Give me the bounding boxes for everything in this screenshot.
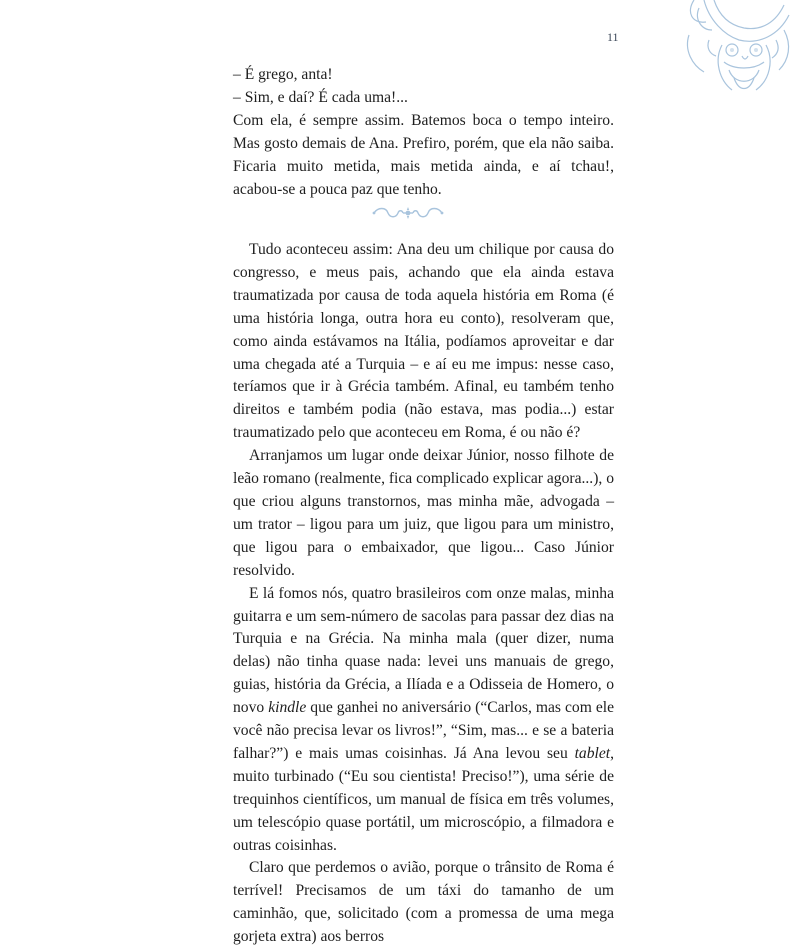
text-block-top [233,64,614,201]
paragraph-text: E lá fomos nós, quatro brasileiros com onze malas, minha guitarra e um sem-número de sacolas para passar dez dias na Turquia e na Grécia. Na minha mala (quer dizer, numa delas) não tinha quase nada: levei uns manuais de grego, guias, história da Grécia, a Ilíada e a Odisseia de Homero, o novo [233,584,614,717]
paragraph: Arranjamos um lugar onde deixar Júnior, nosso filhote de leão romano (realmente, fica complicado explicar agora...), o que criou alguns transtornos, mas minha mãe, advogada – um trator – ligou para um juiz, que ligou para um ministro, que ligou para o embaixador, que ligou... Caso Júnior resolvido. [233,447,614,579]
paragraph: Com ela, é sempre assim. Batemos boca o tempo inteiro. Mas gosto demais de Ana. Prefiro, porém, que ela não saiba. Ficaria muito metida, mais metida ainda, e aí tchau!, acabou-se a pouca paz que tenho. [233,111,614,198]
kindle-term: kindle [268,699,307,717]
paragraph-text: , muito turbinado (“Eu sou cientista! Preciso!”), uma série de trequinhos científicos, um manual de física em três volumes, um telescópio quase portátil, um microscópio, a filmadora e outras coisinhas. [233,744,614,854]
dialogue-line: – É grego, anta! [233,66,333,83]
paragraph [233,583,614,858]
section-divider-ornament-icon [372,206,444,220]
paragraph: Claro que perdemos o avião, porque o trânsito de Roma é terrível! Precisamos de um táxi do tamanho de um caminhão, que, solicitado (com a promessa de uma mega gorjeta extra) aos berros [233,859,614,946]
dialogue-line: – Sim, e daí? É cada uma!... [233,88,408,106]
paragraph: Tudo aconteceu assim: Ana deu um chilique por causa do congresso, e meus pais, achando que ela ainda estava traumatizada por causa de toda aquela história em Roma (é uma história longa, outra hora eu conto), resolveram que, como ainda estávamos na Itália, podíamos aproveitar e dar uma chegada até a Turquia – e aí eu me impus: nesse caso, teríamos que ir à Grécia também. Afinal, eu também tenho direitos e também podia (não estava, mas podia...) estar traumatizado pelo que aconteceu em Roma, é ou não é? [233,241,614,442]
paragraph-text: que ganhei no aniversário (“Carlos, mas com ele você não precisa levar os livros!”, “Sim, mas... e se a bateria falhar?”) e mais umas coisinhas. Já Ana levou seu [233,699,614,762]
classical-head-ornament-icon [684,0,794,100]
page-number: 11 [607,30,619,44]
tablet-term: tablet [574,744,611,762]
text-block-main [233,239,614,949]
